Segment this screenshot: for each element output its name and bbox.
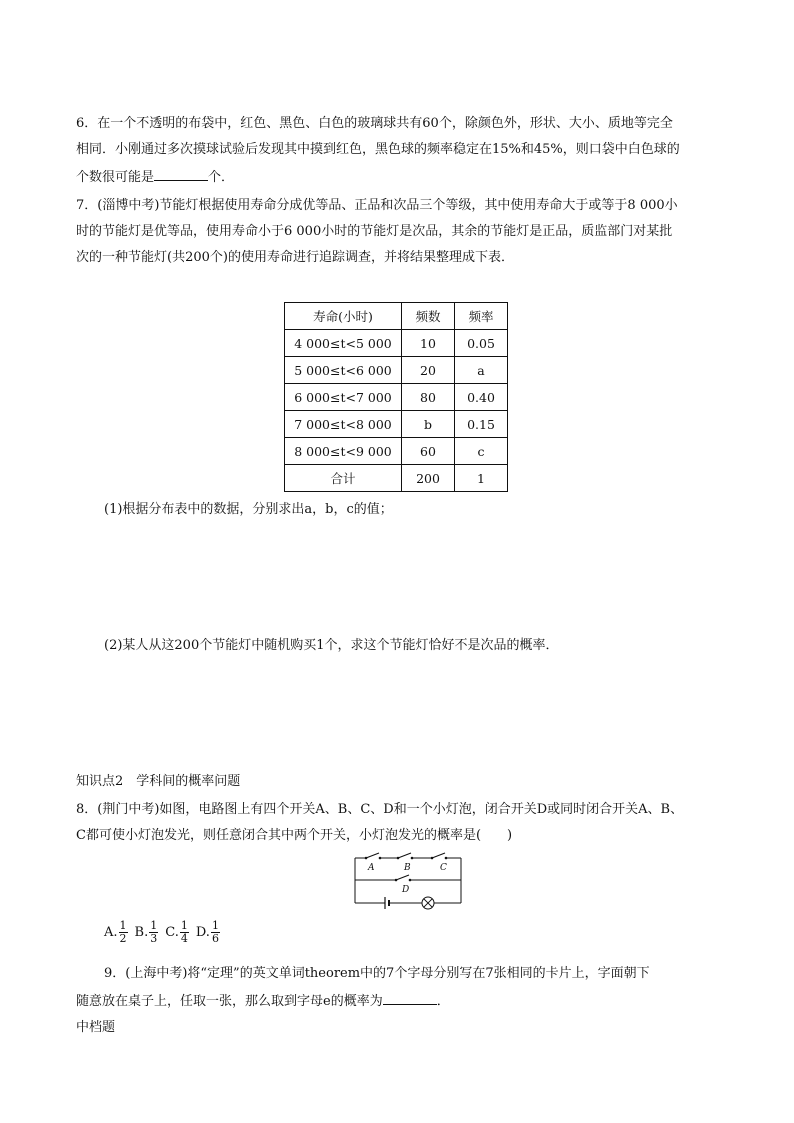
q8-option-b[interactable]: [135, 920, 160, 945]
table-cell: 10: [402, 330, 455, 357]
fraction-denominator: 4: [180, 932, 188, 945]
table-row: [285, 330, 508, 357]
switch-label-c: C: [440, 863, 447, 873]
option-letter: A.: [104, 925, 118, 940]
table-cell: 6 000≤t<7 000: [285, 384, 402, 411]
table-cell: b: [402, 411, 455, 438]
circuit-diagram: [350, 852, 466, 910]
table-cell: 0.05: [455, 330, 508, 357]
q8-line-2: C都可使小灯泡发光，则任意闭合其中两个开关，小灯泡发光的概率是( ): [76, 828, 513, 843]
q7-line-2: 时的节能灯是优等品，使用寿命小于6 000小时的节能灯是次品，其余的节能灯是正品，质监部门对某批: [76, 224, 673, 239]
q6-line-2: 相同．小刚通过多次摸球试验后发现其中摸到红色，黑色球的频率稳定在15%和45%，则口袋中白色球的: [76, 142, 680, 157]
fraction-numerator: 1: [119, 919, 127, 932]
q6-line-3-text: 个数很可能是: [76, 170, 155, 185]
section-heading-medium: 中档题: [76, 1020, 116, 1035]
table-row: [285, 438, 508, 465]
switch-label-d: D: [402, 885, 410, 895]
fraction-numerator: 1: [211, 919, 219, 932]
q6-line-3: [76, 166, 234, 188]
table-cell: 80: [402, 384, 455, 411]
switch-d-blade: [396, 875, 409, 880]
q9-answer-blank[interactable]: [383, 990, 437, 1005]
table-cell: 200: [402, 465, 455, 492]
table-cell: 0.40: [455, 384, 508, 411]
option-letter: C.: [165, 925, 179, 940]
table-header-cell: 寿命(小时): [285, 303, 402, 330]
q9-line-2: [76, 990, 450, 1012]
fraction-denominator: 6: [211, 932, 219, 945]
q9-line-2-suffix: ．: [436, 994, 450, 1009]
table-row: [285, 384, 508, 411]
fraction: [180, 920, 189, 945]
option-letter: B.: [134, 925, 149, 940]
table-total-row: [285, 465, 508, 492]
lifespan-frequency-table: [284, 302, 508, 492]
fraction-numerator: 1: [150, 919, 158, 932]
fraction: [149, 920, 158, 945]
table-header-cell: 频数: [402, 303, 455, 330]
table-cell: a: [455, 357, 508, 384]
table-cell: 0.15: [455, 411, 508, 438]
switch-b-blade: [398, 853, 411, 858]
section-heading-knowledge-point-2: 知识点2 学科间的概率问题: [76, 774, 241, 789]
q9-line-2-text: 随意放在桌子上，任取一张，那么取到字母e的概率为: [76, 994, 383, 1009]
fraction-denominator: 3: [150, 932, 158, 945]
switch-c-blade: [432, 853, 445, 858]
table-cell: 5 000≤t<6 000: [285, 357, 402, 384]
table-row: [285, 411, 508, 438]
table-cell: 8 000≤t<9 000: [285, 438, 402, 465]
table-cell: 合计: [285, 465, 402, 492]
q9-line-1: 9．(上海中考)将“定理”的英文单词theorem中的7个字母分别写在7张相同的卡片上，字面朝下: [104, 966, 650, 981]
table-cell: 7 000≤t<8 000: [285, 411, 402, 438]
fraction: [119, 920, 128, 945]
table-cell: 60: [402, 438, 455, 465]
table-header-cell: 频率: [455, 303, 508, 330]
table-header-row: [285, 303, 508, 330]
q7-part-1: (1)根据分布表中的数据，分别求出a，b，c的值；: [104, 502, 393, 517]
fraction: [211, 920, 220, 945]
q8-option-c[interactable]: [165, 920, 190, 945]
q6-line-3-suffix: 个．: [208, 170, 235, 185]
fraction-numerator: 1: [180, 919, 188, 932]
q6-answer-blank[interactable]: [154, 166, 208, 181]
q7-line-1: 7．(淄博中考)节能灯根据使用寿命分成优等品、正品和次品三个等级，其中使用寿命大于或等于8 000小: [76, 198, 678, 213]
q6-line-1: 6．在一个不透明的布袋中，红色、黑色、白色的玻璃球共有60个，除颜色外，形状、大小、质地等完全: [76, 116, 673, 131]
q8-option-d[interactable]: [196, 920, 221, 945]
q8-options: [104, 920, 227, 945]
table-cell: 4 000≤t<5 000: [285, 330, 402, 357]
table-cell: 20: [402, 357, 455, 384]
switch-a-blade: [366, 853, 379, 858]
q7-line-3: 次的一种节能灯(共200个)的使用寿命进行追踪调查，并将结果整理成下表．: [76, 250, 514, 265]
q7-part-2: (2)某人从这200个节能灯中随机购买1个，求这个节能灯恰好不是次品的概率．: [104, 638, 559, 653]
table-cell: 1: [455, 465, 508, 492]
q8-option-a[interactable]: [104, 920, 129, 945]
table-cell: c: [455, 438, 508, 465]
option-letter: D.: [195, 925, 210, 940]
switch-label-a: A: [368, 863, 375, 873]
switch-label-b: B: [404, 863, 411, 873]
q8-line-1: 8．(荆门中考)如图，电路图上有四个开关A、B、C、D和一个小灯泡，闭合开关D或同时闭合开关A、B、: [76, 802, 684, 817]
table-row: [285, 357, 508, 384]
fraction-denominator: 2: [119, 932, 127, 945]
